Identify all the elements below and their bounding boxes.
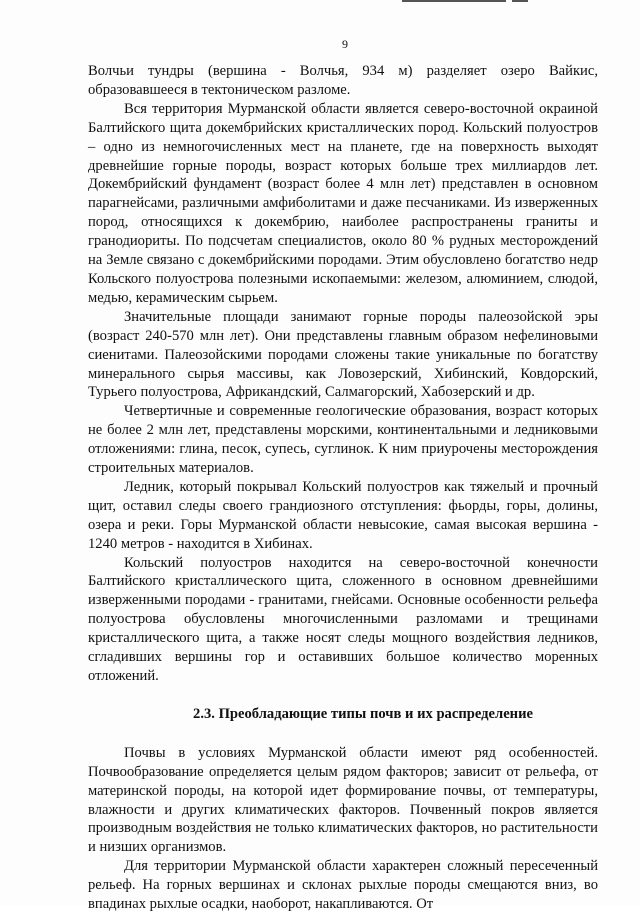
paragraph: Четвертичные и современные геологические образования, возраст которых не более 2 млн лет, представлены морскими, континентальными и ледниковыми отложениями: глина, песок, супесь, суглинок. К ним приурочены месторождения строительных материалов. xyxy=(88,403,598,477)
paragraph: Волчьи тундры (вершина - Волчья, 934 м) разделяет озеро Вайкис, образовавшееся в тектоническом разломе. xyxy=(88,63,598,98)
header-rule-short xyxy=(512,0,528,2)
paragraph: Значительные площади занимают горные породы палеозойской эры (возраст 240-570 млн лет). Они представлены главным образом нефелиновыми сиенитами. Палеозойскими породами сложены такие уникальные по богатству минерального сырья массивы, как Ловозерский, Хибинский, Ковдорский, Турьего полуострова, Африкандский, Салмагорский, Хабозерский и др. xyxy=(88,308,598,401)
page-number: 9 xyxy=(342,37,348,51)
document-body xyxy=(88,62,598,914)
paragraph: Вся территория Мурманской области является северо-восточной окраиной Балтийского щита докембрийских кристаллических пород. Кольский полуостров – одно из немногочисленных мест на планете, где на поверхность выходят древнейшие горные породы, возраст которых больше трех миллиардов лет. Докембрийский фундамент (возраст более 4 млн лет) представлен в основном парагнейсами, различными амфиболитами и даже песчаниками. Из изверженных пород, относящихся к докембрию, наиболее распространены граниты и гранодиориты. По подсчетам специалистов, около 80 % рудных месторождений на Земле связано с докембрийскими породами. Этим обусловлено богатство недр Кольского полуострова полезными ископаемыми: железом, алюминием, слюдой, медью, керамическим сырьем. xyxy=(88,100,598,306)
paragraph: Кольский полуостров находится на северо-восточной конечности Балтийского кристаллического щита, сложенного в основном древнейшими изверженными породами - гранитами, гнейсами. Основные особенности рельефа полуострова обусловлены многочисленными разломами и трещинами кристаллического щита, а также носят следы мощного воздействия ледников, сгладивших вершины гор и оставивших большое количество моренных отложений. xyxy=(88,554,598,684)
paragraph: Почвы в условиях Мурманской области имеют ряд особенностей. Почвообразование определяется целым рядом факторов; зависит от рельефа, от материнской породы, на которой идет формирование почвы, от температуры, влажности и других климатических факторов. Почвенный покров является производным воздействия не только климатических факторов, но растительности и низших организмов. xyxy=(88,744,598,856)
section-heading: 2.3. Преобладающие типы почв и их распределение xyxy=(193,705,533,722)
paragraph: Для территории Мурманской области характерен сложный пересеченный рельеф. На горных вершинах и склонах рыхлые породы смещаются вниз, во впадинах рыхлые осадки, наоборот, накапливаются. От xyxy=(88,858,598,913)
header-rule xyxy=(402,0,506,2)
paragraph: Ледник, который покрывал Кольский полуостров как тяжелый и прочный щит, оставил следы своего грандиозного отступления: фьорды, горы, долины, озера и реки. Горы Мурманской области невысокие, самая высокая вершина - 1240 метров - находится в Хибинах. xyxy=(88,478,598,552)
